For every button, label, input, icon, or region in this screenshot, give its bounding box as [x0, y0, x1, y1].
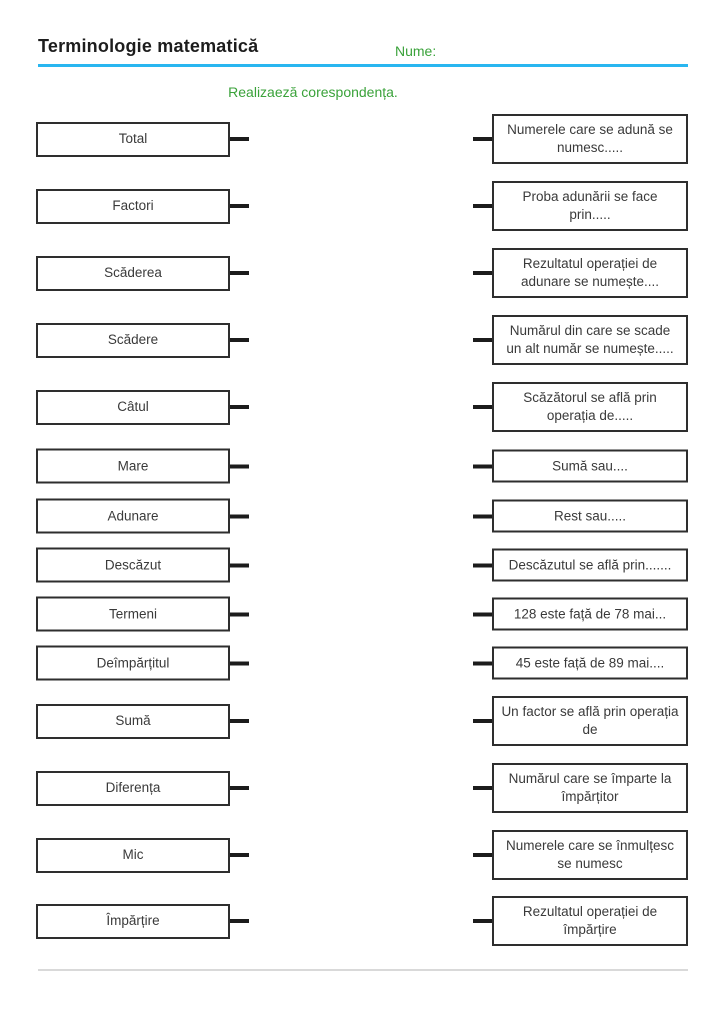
match-row	[0, 548, 724, 583]
definition-box[interactable]	[492, 450, 688, 483]
term-label: Mare	[117, 458, 149, 473]
connector-stub	[473, 719, 492, 723]
match-row	[0, 315, 724, 365]
definition-label: Descăzutul se află prin.......	[508, 557, 672, 572]
connector-stub	[473, 405, 492, 409]
match-row	[0, 763, 724, 813]
term-label: Total	[118, 131, 148, 146]
definition-box[interactable]	[492, 830, 688, 880]
connector-stub	[230, 137, 249, 141]
match-row	[0, 248, 724, 298]
term-box[interactable]	[36, 548, 230, 583]
match-row	[0, 181, 724, 231]
definition-label: Rest sau.....	[553, 508, 627, 523]
term-box[interactable]	[36, 256, 230, 291]
connector-stub	[473, 271, 492, 275]
footer-divider	[38, 969, 688, 971]
connector-stub	[473, 338, 492, 342]
term-box[interactable]	[36, 904, 230, 939]
match-row	[0, 449, 724, 484]
connector-stub	[230, 514, 249, 518]
term-box[interactable]	[36, 838, 230, 873]
match-row	[0, 696, 724, 746]
connector-stub	[473, 514, 492, 518]
term-label: Scăderea	[104, 265, 162, 280]
term-label: Termeni	[108, 606, 157, 621]
term-box[interactable]	[36, 597, 230, 632]
term-label: Deîmpărțitul	[96, 655, 170, 670]
connector-stub	[473, 204, 492, 208]
term-box[interactable]	[36, 449, 230, 484]
match-row	[0, 830, 724, 880]
term-label: Factori	[112, 198, 154, 213]
term-box[interactable]	[36, 122, 230, 157]
connector-stub	[473, 464, 492, 468]
connector-stub	[230, 919, 249, 923]
term-label: Adunare	[107, 508, 159, 523]
definition-label: Numerele care se adună se numesc.....	[507, 122, 673, 155]
page-title: Terminologie matematică	[38, 36, 259, 56]
term-box[interactable]	[36, 189, 230, 224]
connector-stub	[230, 786, 249, 790]
definition-label: Sumă sau....	[552, 458, 628, 473]
definition-box[interactable]	[492, 763, 688, 813]
definition-label: Scăzătorul se află prin operația de.....	[523, 390, 657, 423]
connector-stub	[230, 405, 249, 409]
connector-stub	[473, 563, 492, 567]
connector-stub	[230, 719, 249, 723]
term-label: Diferența	[105, 780, 161, 795]
term-label: Descăzut	[104, 557, 162, 572]
definition-label: Rezultatul operației de adunare se numește....	[520, 256, 660, 289]
connector-stub	[230, 853, 249, 857]
definition-box[interactable]	[492, 896, 688, 946]
term-label: Scădere	[107, 332, 159, 347]
definition-label: 45 este față de 89 mai....	[515, 655, 665, 670]
term-box[interactable]	[36, 390, 230, 425]
definition-box[interactable]	[492, 315, 688, 365]
definition-box[interactable]	[492, 549, 688, 582]
connector-stub	[473, 786, 492, 790]
term-label: Împărțire	[106, 913, 160, 928]
match-row	[0, 646, 724, 681]
definition-label: Numerele care se înmulțesc se numesc	[505, 838, 675, 871]
connector-stub	[230, 271, 249, 275]
match-row	[0, 896, 724, 946]
connector-stub	[230, 563, 249, 567]
connector-stub	[473, 919, 492, 923]
match-row	[0, 382, 724, 432]
term-box[interactable]	[36, 323, 230, 358]
term-box[interactable]	[36, 771, 230, 806]
definition-box[interactable]	[492, 114, 688, 164]
connector-stub	[230, 338, 249, 342]
match-row	[0, 597, 724, 632]
term-label: Câtul	[117, 399, 149, 414]
term-label: Sumă	[115, 713, 151, 728]
connector-stub	[230, 661, 249, 665]
definition-box[interactable]	[492, 181, 688, 231]
match-row	[0, 499, 724, 534]
definition-label: 128 este față de 78 mai...	[513, 606, 667, 621]
name-label: Nume:	[395, 43, 437, 59]
connector-stub	[473, 612, 492, 616]
definition-box[interactable]	[492, 248, 688, 298]
connector-stub	[473, 853, 492, 857]
definition-label: Numărul din care se scade un alt număr se numește.....	[506, 323, 674, 356]
term-label: Mic	[122, 847, 144, 862]
connector-stub	[473, 137, 492, 141]
definition-box[interactable]	[492, 647, 688, 680]
instruction-text: Realizaeză corespondența.	[228, 84, 398, 100]
term-box[interactable]	[36, 646, 230, 681]
header-underline	[38, 64, 688, 67]
term-box[interactable]	[36, 499, 230, 534]
match-row	[0, 114, 724, 164]
definition-box[interactable]	[492, 382, 688, 432]
definition-label: Rezultatul operației de împărțire	[522, 904, 658, 937]
definition-box[interactable]	[492, 500, 688, 533]
definition-box[interactable]	[492, 696, 688, 746]
term-box[interactable]	[36, 704, 230, 739]
definition-box[interactable]	[492, 598, 688, 631]
connector-stub	[230, 464, 249, 468]
definition-label: Numărul care se împarte la împărțitor	[508, 771, 672, 804]
connector-stub	[230, 204, 249, 208]
definition-label: Proba adunării se face prin.....	[522, 189, 658, 222]
connector-stub	[473, 661, 492, 665]
definition-label: Un factor se află prin operația de	[501, 704, 679, 737]
connector-stub	[230, 612, 249, 616]
